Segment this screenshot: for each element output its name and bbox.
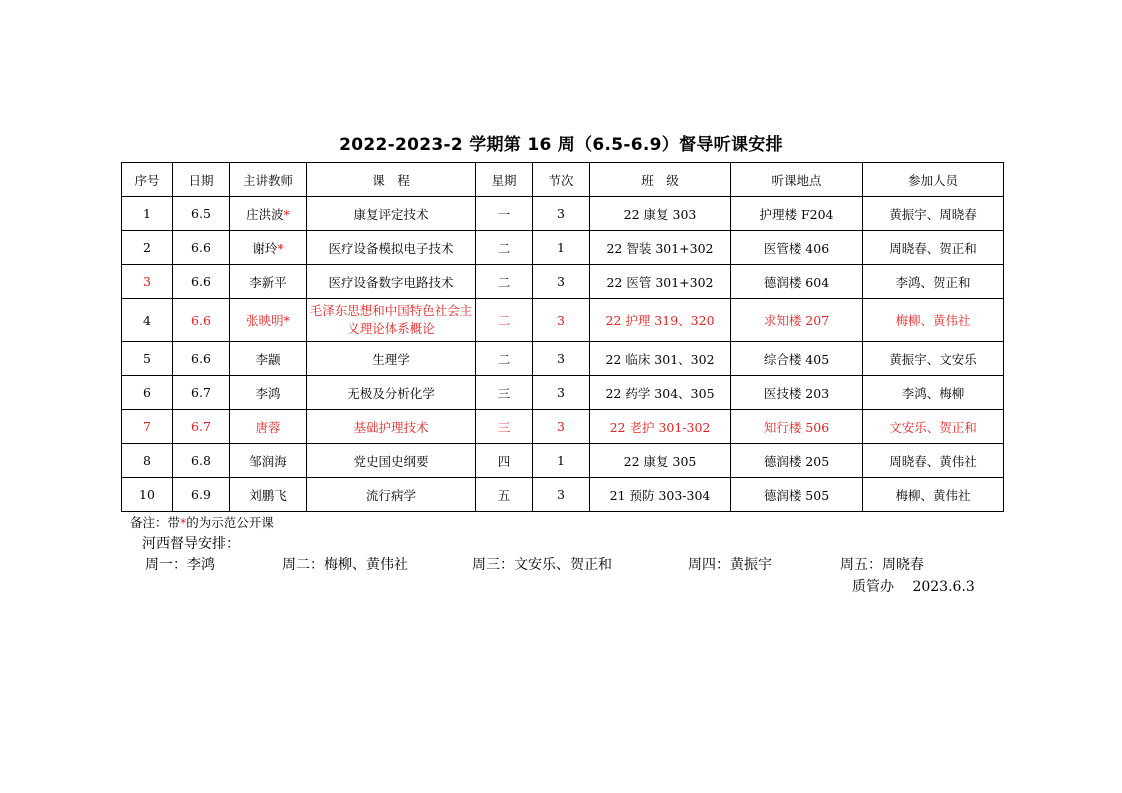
cell-weekday: 二 — [476, 231, 533, 265]
cell-no: 8 — [122, 444, 173, 478]
cell-attendees: 李鸿、贺正和 — [863, 265, 1004, 299]
cell-period: 3 — [533, 410, 590, 444]
cell-course: 基础护理技术 — [307, 410, 476, 444]
cell-class: 22 康复 305 — [590, 444, 731, 478]
cell-course: 党史国史纲要 — [307, 444, 476, 478]
table-row — [122, 265, 1004, 299]
cell-location: 知行楼 506 — [731, 410, 863, 444]
cell-no: 1 — [122, 197, 173, 231]
cell-course: 无极及分析化学 — [307, 376, 476, 410]
cell-location: 护理楼 F204 — [731, 197, 863, 231]
cell-no: 4 — [122, 299, 173, 342]
cell-teacher — [230, 376, 307, 410]
cell-period: 3 — [533, 265, 590, 299]
cell-weekday: 三 — [476, 376, 533, 410]
table-row — [122, 231, 1004, 265]
table-row — [122, 410, 1004, 444]
teacher-name: 李新平 — [249, 274, 287, 290]
cell-weekday: 二 — [476, 265, 533, 299]
cell-weekday: 五 — [476, 478, 533, 512]
cell-teacher — [230, 478, 307, 512]
cell-class: 22 康复 303 — [590, 197, 731, 231]
cell-no: 3 — [122, 265, 173, 299]
table-header-row — [122, 163, 1004, 197]
cell-period: 1 — [533, 444, 590, 478]
cell-weekday: 三 — [476, 410, 533, 444]
cell-date: 6.6 — [173, 231, 230, 265]
cell-class: 22 药学 304、305 — [590, 376, 731, 410]
issuer-and-date: 质管办 2023.6.3 — [852, 579, 975, 595]
cell-period: 3 — [533, 299, 590, 342]
cell-date: 6.6 — [173, 265, 230, 299]
cell-teacher — [230, 197, 307, 231]
cell-attendees: 周晓春、黄伟社 — [863, 444, 1004, 478]
cell-teacher — [230, 410, 307, 444]
teacher-name: 庄洪波 — [246, 206, 284, 222]
header-date: 日期 — [173, 163, 230, 197]
cell-class: 22 医管 301+302 — [590, 265, 731, 299]
table-row — [122, 342, 1004, 376]
cell-period: 1 — [533, 231, 590, 265]
demo-star-icon: * — [283, 206, 290, 222]
cell-attendees: 梅柳、黄伟社 — [863, 299, 1004, 342]
footnote-prefix: 备注：带 — [130, 515, 181, 530]
cell-no: 2 — [122, 231, 173, 265]
teacher-name: 张映明 — [246, 313, 284, 328]
schedule-table — [121, 162, 1004, 512]
header-attendees: 参加人员 — [863, 163, 1004, 197]
cell-weekday: 二 — [476, 299, 533, 342]
cell-no: 10 — [122, 478, 173, 512]
cell-course: 医疗设备数字电路技术 — [307, 265, 476, 299]
teacher-name: 李颛 — [255, 351, 281, 367]
cell-period: 3 — [533, 376, 590, 410]
cell-teacher — [230, 299, 307, 342]
table-row — [122, 478, 1004, 512]
cell-class: 22 护理 319、320 — [590, 299, 731, 342]
cell-attendees: 李鸿、梅柳 — [863, 376, 1004, 410]
header-class: 班 级 — [590, 163, 731, 197]
cell-no: 7 — [122, 410, 173, 444]
table-row — [122, 376, 1004, 410]
cell-attendees: 文安乐、贺正和 — [863, 410, 1004, 444]
cell-course: 康复评定技术 — [307, 197, 476, 231]
day-tuesday: 周二：梅柳、黄伟社 — [282, 557, 408, 573]
cell-teacher — [230, 231, 307, 265]
cell-date: 6.7 — [173, 410, 230, 444]
footnote — [130, 513, 274, 531]
cell-class: 22 老护 301-302 — [590, 410, 731, 444]
teacher-name: 李鸿 — [255, 385, 281, 401]
teacher-name: 唐蓉 — [255, 419, 281, 435]
day-friday: 周五：周晓春 — [840, 557, 924, 573]
cell-period: 3 — [533, 478, 590, 512]
cell-location: 医管楼 406 — [731, 231, 863, 265]
cell-teacher — [230, 265, 307, 299]
header-period: 节次 — [533, 163, 590, 197]
cell-course: 医疗设备模拟电子技术 — [307, 231, 476, 265]
demo-star-icon: * — [283, 313, 290, 328]
cell-weekday: 四 — [476, 444, 533, 478]
cell-teacher — [230, 444, 307, 478]
table-row — [122, 197, 1004, 231]
cell-date: 6.9 — [173, 478, 230, 512]
day-monday: 周一：李鸿 — [145, 557, 215, 573]
teacher-name: 邹润海 — [249, 453, 287, 469]
header-course: 课 程 — [307, 163, 476, 197]
cell-location: 医技楼 203 — [731, 376, 863, 410]
cell-date: 6.5 — [173, 197, 230, 231]
cell-location: 德润楼 604 — [731, 265, 863, 299]
header-weekday: 星期 — [476, 163, 533, 197]
cell-weekday: 一 — [476, 197, 533, 231]
cell-no: 5 — [122, 342, 173, 376]
cell-class: 22 智装 301+302 — [590, 231, 731, 265]
header-location: 听课地点 — [731, 163, 863, 197]
cell-teacher — [230, 342, 307, 376]
cell-attendees: 梅柳、黄伟社 — [863, 478, 1004, 512]
cell-weekday: 二 — [476, 342, 533, 376]
header-teacher: 主讲教师 — [230, 163, 307, 197]
day-wednesday: 周三：文安乐、贺正和 — [472, 557, 612, 573]
page-title: 2022-2023-2 学期第 16 周（6.5-6.9）督导听课安排 — [339, 135, 783, 155]
footnote-suffix: 的为示范公开课 — [186, 515, 274, 530]
demo-star-icon: * — [180, 515, 187, 530]
cell-location: 德润楼 505 — [731, 478, 863, 512]
cell-date: 6.6 — [173, 299, 230, 342]
cell-course: 流行病学 — [307, 478, 476, 512]
cell-date: 6.8 — [173, 444, 230, 478]
cell-attendees: 黄振宇、周晓春 — [863, 197, 1004, 231]
table-row — [122, 444, 1004, 478]
cell-attendees: 黄振宇、文安乐 — [863, 342, 1004, 376]
teacher-name: 刘鹏飞 — [249, 487, 287, 503]
cell-class: 21 预防 303-304 — [590, 478, 731, 512]
header-no: 序号 — [122, 163, 173, 197]
cell-date: 6.6 — [173, 342, 230, 376]
demo-star-icon: * — [277, 240, 284, 256]
cell-date: 6.7 — [173, 376, 230, 410]
cell-attendees: 周晓春、贺正和 — [863, 231, 1004, 265]
cell-class: 22 临床 301、302 — [590, 342, 731, 376]
cell-course: 毛泽东思想和中国特色社会主义理论体系概论 — [307, 299, 476, 342]
cell-period: 3 — [533, 197, 590, 231]
cell-course: 生理学 — [307, 342, 476, 376]
cell-location: 综合楼 405 — [731, 342, 863, 376]
cell-location: 德润楼 205 — [731, 444, 863, 478]
day-thursday: 周四：黄振宇 — [688, 557, 772, 573]
cell-no: 6 — [122, 376, 173, 410]
teacher-name: 谢玲 — [252, 240, 278, 256]
supervisor-heading: 河西督导安排： — [142, 536, 240, 552]
cell-location: 求知楼 207 — [731, 299, 863, 342]
cell-period: 3 — [533, 342, 590, 376]
table-row — [122, 299, 1004, 342]
